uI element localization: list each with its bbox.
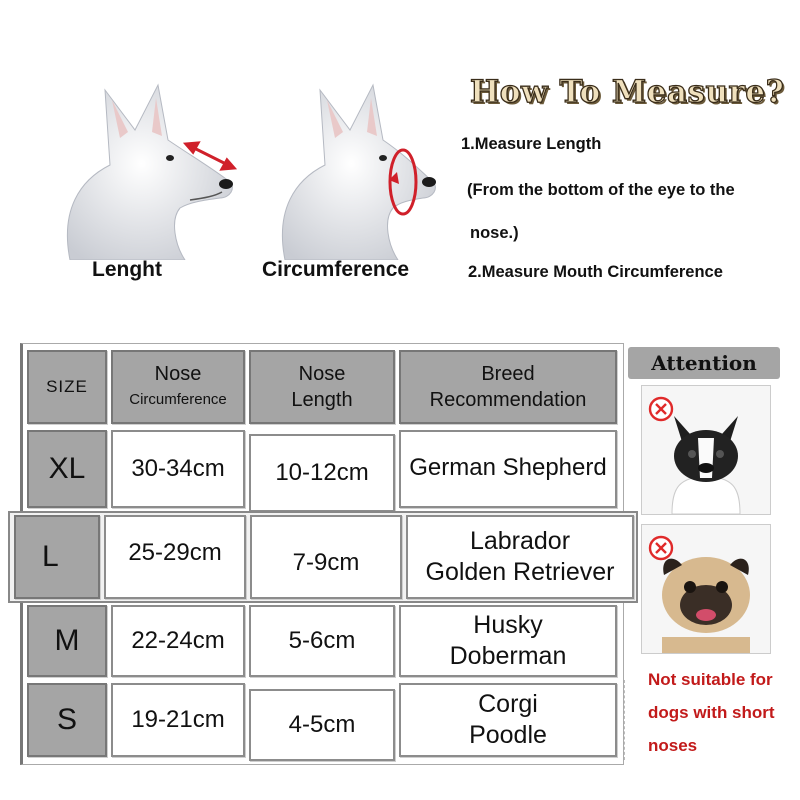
l-nose-circumference: 25-29cm <box>104 515 246 599</box>
m-nose-length: 5-6cm <box>249 605 395 677</box>
l-breed-line1: Labrador <box>469 527 571 555</box>
header-nose-length-line2: Length <box>291 389 353 411</box>
xl-breed: German Shepherd <box>399 430 617 508</box>
size-m-label: M <box>27 605 107 677</box>
header-nose-circumference-line1: Nose <box>154 363 202 385</box>
header-size: SIZE <box>27 350 107 424</box>
header-nose-circumference-line2: Circumference <box>129 391 227 408</box>
s-breed-line1: Corgi <box>478 690 538 718</box>
header-nose-length-line1: Nose <box>298 363 346 385</box>
l-nose-length: 7-9cm <box>250 515 402 599</box>
instruction-step-1-detail: (From the bottom of the eye to the <box>467 181 735 199</box>
circumference-caption: Circumference <box>262 258 410 281</box>
instruction-step-1: 1.Measure Length <box>461 135 602 153</box>
size-xl-label: XL <box>27 430 107 508</box>
m-breed-line1: Husky <box>473 611 543 639</box>
header-breed-line1: Breed <box>481 363 535 385</box>
m-breed-line2: Doberman <box>449 642 567 670</box>
s-breed-line2: Poodle <box>469 721 547 749</box>
not-allowed-icon-1 <box>648 396 674 422</box>
s-nose-circumference: 19-21cm <box>111 683 245 757</box>
header-nose-circumference <box>111 350 245 424</box>
instruction-step-1-detail-end: nose.) <box>470 224 519 242</box>
how-to-measure-title: How To Measure? <box>470 74 785 110</box>
header-breed-line2: Recommendation <box>429 389 587 411</box>
attention-banner: Attention <box>628 347 780 379</box>
l-breed-line2: Golden Retriever <box>425 558 615 586</box>
divider <box>624 680 626 760</box>
l-breed <box>406 515 634 599</box>
white-dog-length-photo <box>40 70 240 260</box>
white-dog-circumference-photo <box>255 70 455 260</box>
m-nose-circumference: 22-24cm <box>111 605 245 677</box>
header-nose-length <box>249 350 395 424</box>
length-caption: Lenght <box>92 258 162 281</box>
s-breed <box>399 683 617 757</box>
s-nose-length: 4-5cm <box>249 689 395 761</box>
size-l-label: L <box>14 515 100 599</box>
header-breed-recommendation <box>399 350 617 424</box>
xl-nose-length: 10-12cm <box>249 434 395 512</box>
warning-note-line1: Not suitable for <box>648 670 773 689</box>
warning-note-line2: dogs with short <box>648 703 775 722</box>
warning-note-line3: noses <box>648 736 698 755</box>
instruction-step-2: 2.Measure Mouth Circumference <box>468 263 723 281</box>
not-allowed-icon-2 <box>648 535 674 561</box>
xl-nose-circumference: 30-34cm <box>111 430 245 508</box>
size-s-label: S <box>27 683 107 757</box>
m-breed <box>399 605 617 677</box>
